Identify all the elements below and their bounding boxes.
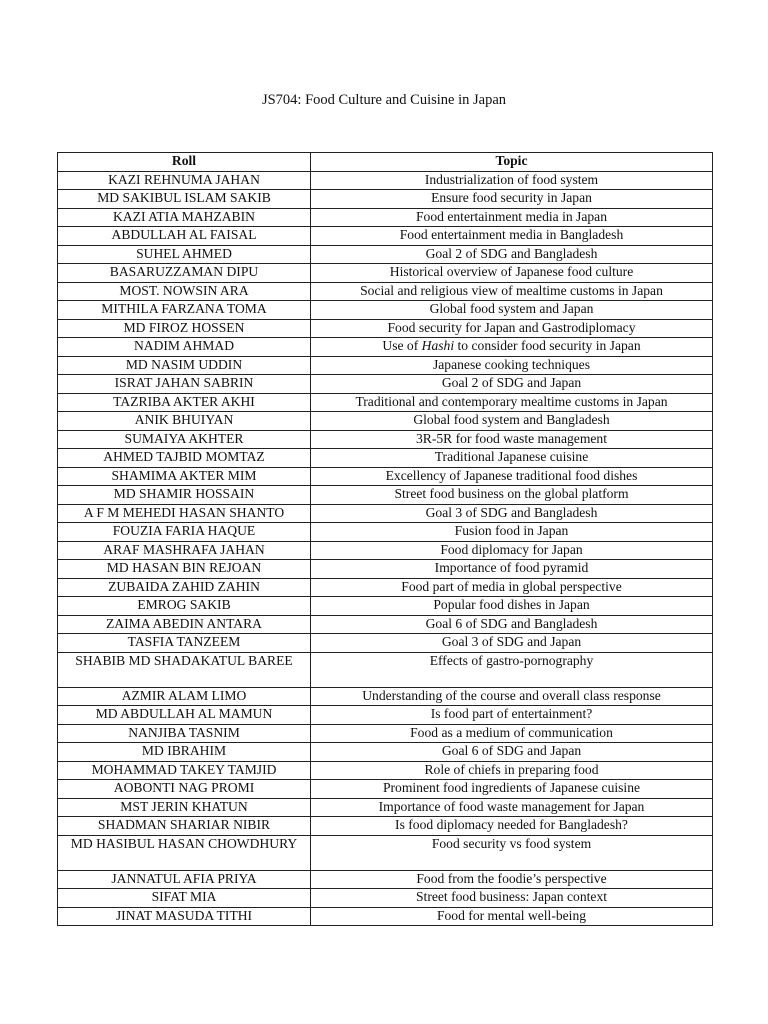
topic-cell: Historical overview of Japanese food culture [311, 264, 713, 283]
table-row [58, 523, 713, 542]
column-header-topic: Topic [311, 153, 713, 172]
student-name-cell: ZUBAIDA ZAHID ZAHIN [58, 578, 311, 597]
table-row [58, 319, 713, 338]
table-row [58, 870, 713, 889]
table-row [58, 817, 713, 836]
student-name-cell: EMROG SAKIB [58, 597, 311, 616]
topic-cell: Traditional Japanese cuisine [311, 449, 713, 468]
topic-cell: Traditional and contemporary mealtime customs in Japan [311, 393, 713, 412]
topic-assignment-table [57, 152, 713, 926]
table-row [58, 597, 713, 616]
student-name-cell: MITHILA FARZANA TOMA [58, 301, 311, 320]
topic-cell: Prominent food ingredients of Japanese cuisine [311, 780, 713, 799]
table-row [58, 245, 713, 264]
student-name-cell: MD HASIBUL HASAN CHOWDHURY [58, 835, 311, 870]
topic-cell: Role of chiefs in preparing food [311, 761, 713, 780]
topic-cell: Food entertainment media in Japan [311, 208, 713, 227]
student-name-cell: MD NASIM UDDIN [58, 356, 311, 375]
table-row [58, 634, 713, 653]
student-name-cell: MOHAMMAD TAKEY TAMJID [58, 761, 311, 780]
document-title: JS704: Food Culture and Cuisine in Japan [261, 92, 507, 108]
topic-cell: Effects of gastro-pornography [311, 652, 713, 687]
topic-cell: Street food business on the global platform [311, 486, 713, 505]
table-row [58, 743, 713, 762]
topic-text: Use of [382, 338, 422, 353]
topic-cell: Ensure food security in Japan [311, 190, 713, 209]
table-row [58, 504, 713, 523]
table-header-row [58, 153, 713, 172]
topic-text: to consider food security in Japan [454, 338, 641, 353]
student-name-cell: MD HASAN BIN REJOAN [58, 560, 311, 579]
topic-cell: Japanese cooking techniques [311, 356, 713, 375]
student-name-cell: SUHEL AHMED [58, 245, 311, 264]
topic-cell: Fusion food in Japan [311, 523, 713, 542]
student-name-cell: SUMAIYA AKHTER [58, 430, 311, 449]
student-name-cell: ANIK BHUIYAN [58, 412, 311, 431]
table-row [58, 208, 713, 227]
topic-cell: Goal 2 of SDG and Japan [311, 375, 713, 394]
student-name-cell: FOUZIA FARIA HAQUE [58, 523, 311, 542]
topic-cell: Social and religious view of mealtime customs in Japan [311, 282, 713, 301]
topic-cell: 3R-5R for food waste management [311, 430, 713, 449]
table-row [58, 541, 713, 560]
table-row [58, 227, 713, 246]
table-row [58, 356, 713, 375]
topic-cell: Goal 3 of SDG and Japan [311, 634, 713, 653]
student-name-cell: MD SHAMIR HOSSAIN [58, 486, 311, 505]
table-row [58, 467, 713, 486]
topic-cell: Importance of food waste management for Japan [311, 798, 713, 817]
topic-cell: Street food business: Japan context [311, 889, 713, 908]
student-name-cell: JINAT MASUDA TITHI [58, 907, 311, 926]
student-name-cell: MD IBRAHIM [58, 743, 311, 762]
student-name-cell: A F M MEHEDI HASAN SHANTO [58, 504, 311, 523]
topic-cell: Food security for Japan and Gastrodiplomacy [311, 319, 713, 338]
table-body [58, 171, 713, 926]
table-row [58, 301, 713, 320]
topic-cell: Industrialization of food system [311, 171, 713, 190]
table-row [58, 835, 713, 870]
student-name-cell: SIFAT MIA [58, 889, 311, 908]
table-row [58, 798, 713, 817]
table-row [58, 190, 713, 209]
topic-cell: Is food part of entertainment? [311, 706, 713, 725]
student-name-cell: AZMIR ALAM LIMO [58, 687, 311, 706]
topic-cell: Food as a medium of communication [311, 724, 713, 743]
topic-cell: Food part of media in global perspective [311, 578, 713, 597]
student-name-cell: NADIM AHMAD [58, 338, 311, 357]
student-name-cell: KAZI REHNUMA JAHAN [58, 171, 311, 190]
topic-cell: Food diplomacy for Japan [311, 541, 713, 560]
topic-cell: Global food system and Japan [311, 301, 713, 320]
topic-cell: Popular food dishes in Japan [311, 597, 713, 616]
table-row [58, 889, 713, 908]
table-row [58, 375, 713, 394]
table-row [58, 171, 713, 190]
student-name-cell: NANJIBA TASNIM [58, 724, 311, 743]
table-row [58, 780, 713, 799]
table-row [58, 412, 713, 431]
student-name-cell: ARAF MASHRAFA JAHAN [58, 541, 311, 560]
table-row [58, 338, 713, 357]
student-name-cell: MOST. NOWSIN ARA [58, 282, 311, 301]
topic-emphasis: Hashi [421, 338, 455, 353]
student-name-cell: SHADMAN SHARIAR NIBIR [58, 817, 311, 836]
student-name-cell: ZAIMA ABEDIN ANTARA [58, 615, 311, 634]
student-name-cell: MST JERIN KHATUN [58, 798, 311, 817]
topic-cell: Food for mental well-being [311, 907, 713, 926]
table-row [58, 486, 713, 505]
table-row [58, 393, 713, 412]
student-name-cell: MD SAKIBUL ISLAM SAKIB [58, 190, 311, 209]
student-name-cell: TAZRIBA AKTER AKHI [58, 393, 311, 412]
table-row [58, 706, 713, 725]
table-row [58, 724, 713, 743]
table-row [58, 687, 713, 706]
student-name-cell: SHABIB MD SHADAKATUL BAREE [58, 652, 311, 687]
topic-cell: Food from the foodie’s perspective [311, 870, 713, 889]
student-name-cell: JANNATUL AFIA PRIYA [58, 870, 311, 889]
table-row [58, 615, 713, 634]
student-name-cell: AHMED TAJBID MOMTAZ [58, 449, 311, 468]
table-row [58, 907, 713, 926]
topic-cell: Food security vs food system [311, 835, 713, 870]
table-row [58, 430, 713, 449]
topic-cell: Goal 6 of SDG and Bangladesh [311, 615, 713, 634]
table-row [58, 560, 713, 579]
table-row [58, 449, 713, 468]
student-name-cell: KAZI ATIA MAHZABIN [58, 208, 311, 227]
topic-cell: Is food diplomacy needed for Bangladesh? [311, 817, 713, 836]
student-name-cell: BASARUZZAMAN DIPU [58, 264, 311, 283]
student-name-cell: ISRAT JAHAN SABRIN [58, 375, 311, 394]
topic-cell: Goal 2 of SDG and Bangladesh [311, 245, 713, 264]
topic-cell: Goal 3 of SDG and Bangladesh [311, 504, 713, 523]
topic-cell: Global food system and Bangladesh [311, 412, 713, 431]
student-name-cell: AOBONTI NAG PROMI [58, 780, 311, 799]
topic-cell: Importance of food pyramid [311, 560, 713, 579]
student-name-cell: SHAMIMA AKTER MIM [58, 467, 311, 486]
student-name-cell: ABDULLAH AL FAISAL [58, 227, 311, 246]
table-row [58, 761, 713, 780]
table-row [58, 264, 713, 283]
topic-cell [311, 338, 713, 357]
student-name-cell: TASFIA TANZEEM [58, 634, 311, 653]
table-row [58, 578, 713, 597]
table-row [58, 282, 713, 301]
topic-cell: Food entertainment media in Bangladesh [311, 227, 713, 246]
student-name-cell: MD FIROZ HOSSEN [58, 319, 311, 338]
student-name-cell: MD ABDULLAH AL MAMUN [58, 706, 311, 725]
column-header-roll: Roll [58, 153, 311, 172]
topic-cell: Understanding of the course and overall class response [311, 687, 713, 706]
topic-cell: Excellency of Japanese traditional food dishes [311, 467, 713, 486]
table-row [58, 652, 713, 687]
topic-cell: Goal 6 of SDG and Japan [311, 743, 713, 762]
